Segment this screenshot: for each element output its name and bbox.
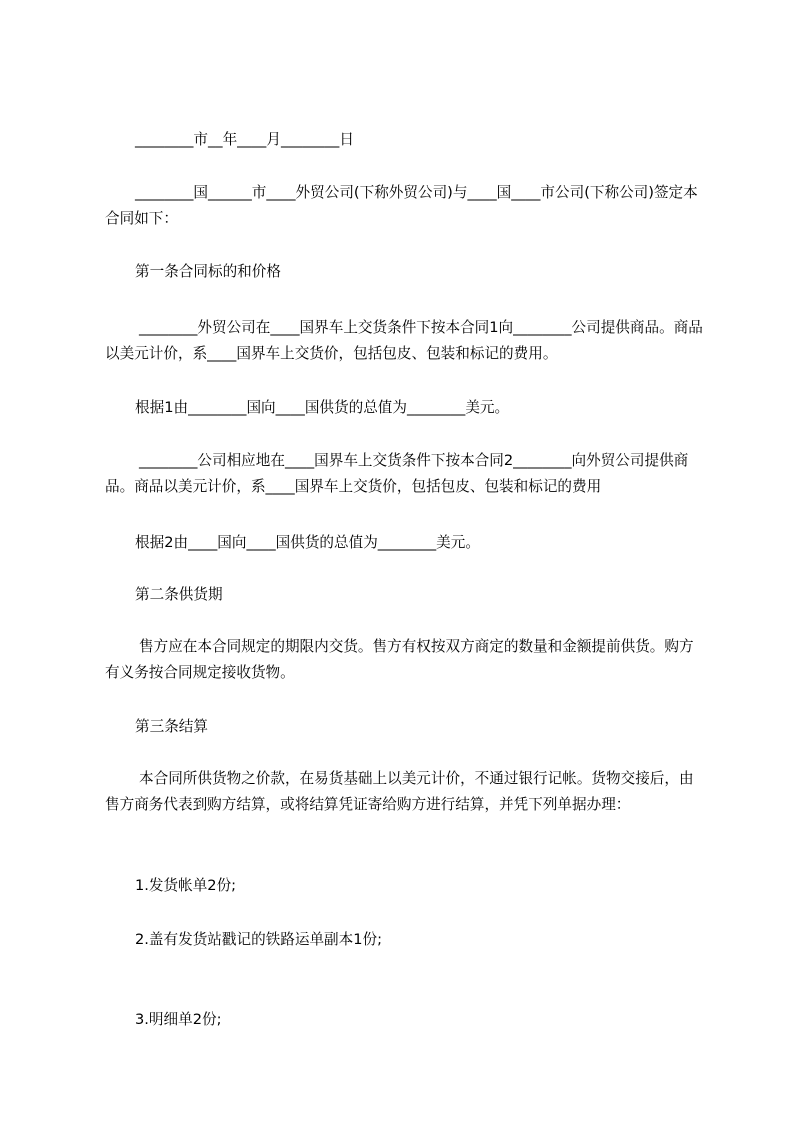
article1-paragraph-1: ________外贸公司在____国界车上交货条件下按本合同1向________公司提供商品。商品以美元计价，系____国界车上交货价，包括包皮、包装和标记的费用。 xyxy=(105,319,703,362)
article1-paragraph-3: ________公司相应地在____国界车上交货条件下按本合同2________向外贸公司提供商品。商品以美元计价，系____国界车上交货价，包括包皮、包装和标记的费用 xyxy=(105,452,689,495)
article3-paragraph-1: 本合同所供货物之价款，在易货基础上以美元计价，不通过银行记帐。货物交接后，由售方商务代表到购方结算，或将结算凭证寄给购方进行结算，并凭下列单据办理： xyxy=(105,770,694,813)
parties-paragraph: ________国______市____外贸公司(下称外贸公司)与____国____市公司(下称公司)签定本合同如下： xyxy=(105,184,698,227)
article2-title: 第二条供货期 xyxy=(135,586,223,603)
article1-paragraph-2: 根据1由________国向____国供货的总值为________美元。 xyxy=(135,399,510,416)
article1-title: 第一条合同标的和价格 xyxy=(135,263,281,280)
date-line: ________市__年____月________日 xyxy=(135,131,354,148)
list-item-1: 1.发货帐单2份; xyxy=(135,877,237,894)
list-item-3: 3.明细单2份; xyxy=(135,1011,222,1028)
article2-paragraph-1: 售方应在本合同规定的期限内交货。售方有权按双方商定的数量和金额提前供货。购方有义务按合同规定接收货物。 xyxy=(105,638,694,681)
article1-paragraph-4: 根据2由____国向____国供货的总值为________美元。 xyxy=(135,534,480,551)
list-item-2: 2.盖有发货站戳记的铁路运单副本1份; xyxy=(135,931,383,948)
article3-title: 第三条结算 xyxy=(135,718,208,735)
